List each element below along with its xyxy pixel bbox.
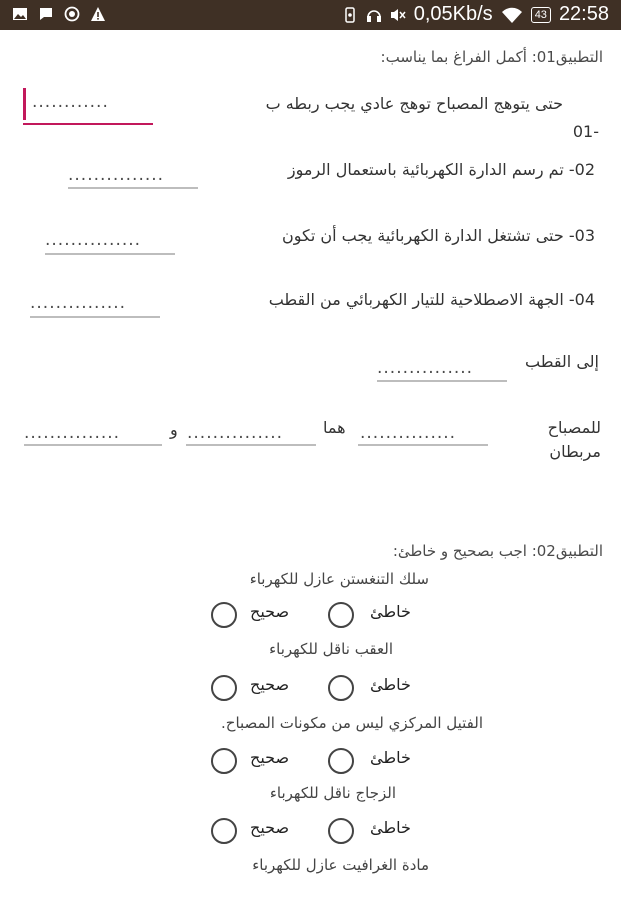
status-bar [0,0,621,30]
wifi-icon [501,7,523,23]
item1-input[interactable] [23,123,153,125]
false-radio-1[interactable] [328,602,354,628]
last-item-hema: هما [323,418,346,437]
exercise1-title: التطبيق01: أكمل الفراغ بما يناسب: [380,48,603,66]
false-radio-3[interactable] [328,748,354,774]
item2-text: 02- تم رسم الدارة الكهربائية باستعمال الرموز [287,160,595,179]
text-cursor [23,88,26,120]
warning-icon [90,6,106,22]
statement-4: الزجاج ناقل للكهرباء [269,784,396,802]
last-item-blank2: ............... [187,423,284,443]
mute-icon [390,7,406,23]
statement-3: الفتيل المركزي ليس من مكونات المصباح. [221,714,483,732]
last-item-prefix-2: مربطان [549,442,601,461]
last-item-prefix-1: للمصباح [547,418,601,437]
item2-input[interactable] [68,187,198,189]
battery-indicator: 43 [531,7,551,23]
false-radio-4[interactable] [328,818,354,844]
item3-input[interactable] [45,253,175,255]
item3-text: 03- حتى تشتغل الدارة الكهربائية يجب أن تكون [282,226,595,245]
statement-2: العقب ناقل للكهرباء [269,640,393,658]
false-label-2: خاطئ [370,675,411,694]
true-radio-4[interactable] [211,818,237,844]
item4-input[interactable] [30,316,160,318]
chat-icon [38,6,54,22]
exercise2-title: التطبيق02: اجب بصحيح و خاطئ: [392,542,603,560]
last-item-input1[interactable] [358,444,488,446]
last-item-wa: و [170,420,178,439]
item5-input[interactable] [377,380,507,382]
image-icon [12,6,28,22]
last-item-blank1: ............... [360,423,457,443]
true-label-2: صحيح [250,675,290,694]
record-icon [64,6,80,22]
item5-text: إلى القطب [525,352,599,371]
true-label-1: صحيح [250,602,290,621]
item4-text: 04- الجهة الاصطلاحية للتيار الكهربائي من القطب [268,290,595,309]
item2-blank: ............... [68,165,165,185]
statement-1: سلك التنغستن عازل للكهرباء [249,570,429,588]
true-radio-2[interactable] [211,675,237,701]
item3-blank: ............... [45,230,142,250]
statement-5: مادة الغرافيت عازل للكهرباء [252,856,429,874]
false-label-3: خاطئ [370,748,411,767]
true-radio-3[interactable] [211,748,237,774]
vibrate-icon [342,7,358,23]
worksheet [0,30,621,900]
false-label-4: خاطئ [370,818,411,837]
item4-blank: ............... [30,293,127,313]
last-item-input2[interactable] [186,444,316,446]
false-label-1: خاطئ [370,602,411,621]
item1-number: 01- [572,122,599,141]
true-label-4: صحيح [250,818,290,837]
last-item-input3[interactable] [24,444,162,446]
item1-blank: ............ [32,92,109,112]
last-item-blank3: ............... [24,423,121,443]
false-radio-2[interactable] [328,675,354,701]
network-speed: 0,05Kb/s [413,3,493,25]
item5-blank: ............... [377,358,474,378]
headphones-icon [366,7,382,23]
true-radio-1[interactable] [211,602,237,628]
item1-text: حتى يتوهج المصباح توهج عادي يجب ربطه ب [265,94,563,113]
clock: 22:58 [558,3,609,25]
true-label-3: صحيح [250,748,290,767]
